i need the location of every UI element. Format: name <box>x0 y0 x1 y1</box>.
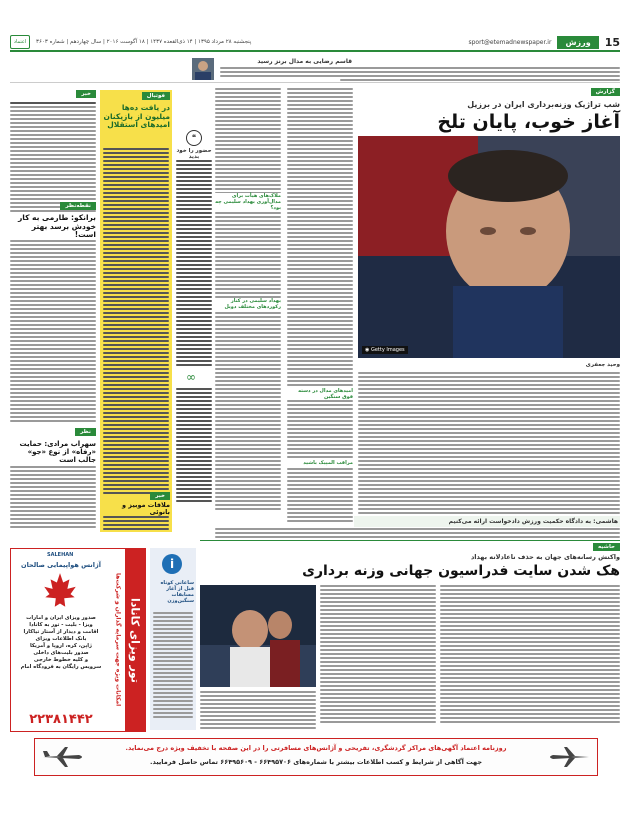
ad-line: ژاپن، کره، اروپا و آمریکا <box>29 643 93 650</box>
yellow-story-tag: فوتبال <box>142 92 170 100</box>
bottom-ad-line-2: جهت آگاهی از شرایط و کسب اطلاعات بیشتر با شماره‌های ۶۶۴۹۵۷۰۶ - ۶۶۴۹۵۶۰۹ تماس حاصل فرمایید. <box>149 758 483 766</box>
canada-ad[interactable] <box>10 548 146 732</box>
ad-line: اقامت و دیدار از آستار تیاکارا <box>23 629 99 636</box>
main-story-subhead-1: ملاک‌های هیأت برای مدال‌آوری بهداد سلیمی چه بود؟ <box>215 193 281 211</box>
bottom-ad[interactable] <box>34 738 598 776</box>
ad-title: آژانس هواپیمایی صالحان <box>21 561 101 569</box>
ad-lines <box>13 615 109 671</box>
main-story-quote: هاشمی: به دادگاه حکمیت ورزش دادخواست ارائه می‌کنیم <box>354 516 620 527</box>
callout-text <box>176 160 212 366</box>
ad-line: سرویس رایگان به فرودگاه امام <box>20 664 102 671</box>
ad-line: صدور بلیت‌های داخلی <box>33 650 89 657</box>
bottom-story-tag: حاشیه <box>593 543 620 551</box>
bottom-story-headline: هک شدن سایت فدراسیون جهانی وزنه برداری <box>302 563 620 579</box>
airplane-icon-right <box>547 745 591 769</box>
yellow-story-footer-headline: ملاقات موبیز و بانوئی <box>122 501 170 517</box>
airplane-icon <box>41 745 85 769</box>
main-story-subhead-2: بهداد سلیمی در کنار رکوردهای مختلف دوبل <box>215 298 281 310</box>
info-icon: i <box>162 554 182 574</box>
newspaper-logo: اعتماد <box>10 35 30 49</box>
callout-icon: ❝ <box>186 130 202 146</box>
bottom-story-photo <box>200 585 316 687</box>
top-column-text <box>220 67 620 81</box>
ad-line: صدور ویزای ایران و امارات <box>26 615 96 621</box>
dateline: پنجشنبه ۲۸ مرداد ۱۳۹۵ | ۱۴ ذی‌القعده ۱۴۳۷ | ۱۸ آگوست ۲۰۱۶ | سال چهاردهم | شماره ۳۶۰۳ <box>36 39 252 45</box>
page-number: 15 <box>604 35 620 49</box>
callout-text-2 <box>176 388 212 502</box>
main-story-subhead-3: امیدهای مدال در دسته فوق سنگین <box>287 388 353 400</box>
main-story-bottom-text <box>215 528 620 538</box>
yellow-story-footer-text <box>103 516 169 530</box>
camera-icon: ◉ <box>365 347 370 353</box>
callout-icon-2: ∞ <box>186 370 196 384</box>
main-story-under-photo-text <box>358 372 620 522</box>
main-story-kicker: شب تراژیک وزنه‌برداری ایران در برزیل <box>467 100 620 109</box>
main-story-photo <box>358 136 620 358</box>
maple-leaf-icon <box>39 571 81 613</box>
ad-vertical-sub: امکانات ویژه جهت سرمایه گذاران و شرکت‌ها <box>114 573 122 707</box>
left-story-3-text <box>10 466 96 528</box>
left-tag-1: خبر <box>76 90 96 98</box>
left-column <box>10 90 96 532</box>
ad-line: بانک اطلاعات ویزای <box>35 636 87 643</box>
left-story-2-text <box>10 240 96 422</box>
left-story-1-text <box>10 102 96 212</box>
ad-line: ویزا - بلیت - تور به کانادا <box>29 622 93 629</box>
photo-credit <box>362 346 408 354</box>
info-text <box>153 612 193 718</box>
bottom-story <box>200 540 620 731</box>
section-label: ورزش <box>557 36 598 49</box>
left-story-3-headline: سهراب مرادی: حمایت «رفاه» از نوع «جو» جالب است <box>19 440 96 465</box>
yellow-story <box>100 90 172 532</box>
top-column-byline: قاسم رضایی به مدال برنز رسید <box>257 58 352 65</box>
bottom-ad-line-1: روزنامه اعتماد آگهی‌های مراکز گردشگری، تفریحی و آژانس‌های مسافرتی را در این صفحه با تخفیف ویژه درج می‌نماید. <box>125 744 507 752</box>
info-box <box>150 548 196 730</box>
section-email[interactable]: sport@etemadnewspaper.ir <box>468 38 552 46</box>
yellow-story-text <box>103 148 169 494</box>
callout-title: حضور را خود بدید <box>176 148 212 160</box>
callout-column <box>176 130 212 520</box>
main-story-tag: گزارش <box>591 88 620 96</box>
photo-credit-text: Getty Images <box>370 347 405 353</box>
bottom-story-caption <box>200 691 316 729</box>
left-story-2-headline: برانکو: طارمی به کار خودش برسد بهتر است! <box>17 213 96 240</box>
top-column <box>10 56 620 83</box>
bottom-story-text <box>440 585 620 723</box>
yellow-story-footer-tag: خبر <box>150 492 170 500</box>
page-header <box>10 34 620 52</box>
bottom-story-kicker: واکنش رسانه‌های جهان به حذف ناعادلانه بهداد <box>470 553 620 561</box>
bottom-story-text-2 <box>320 585 436 723</box>
main-story-col-2 <box>287 88 353 522</box>
main-story-headline: آغاز خوب، پایان تلخ <box>437 111 620 133</box>
ad-line: و کلیه خطوط خارجی <box>33 657 89 664</box>
ad-vertical-title: تور ویزای کانادا <box>125 549 145 731</box>
main-story-author: وحید جعفری <box>585 362 620 368</box>
info-quote: ساعاتی کوتاه قبل از آغاز مسابقات سنگین‌وزن <box>160 580 194 604</box>
ad-phone[interactable]: ۲۲۳۸۱۴۴۲ <box>29 712 93 727</box>
left-story-2-tag: نقطه‌نظر <box>60 202 96 210</box>
yellow-story-headline: در یافت ده‌ها میلیون از بازیکنان امیدهای استقلال <box>103 103 170 130</box>
left-story-3-tag: نظر <box>75 428 96 436</box>
ad-brand: SALEHAN <box>47 552 74 558</box>
main-story <box>215 88 620 540</box>
main-story-subhead-4: مراقب المپیک باشید <box>287 460 353 466</box>
